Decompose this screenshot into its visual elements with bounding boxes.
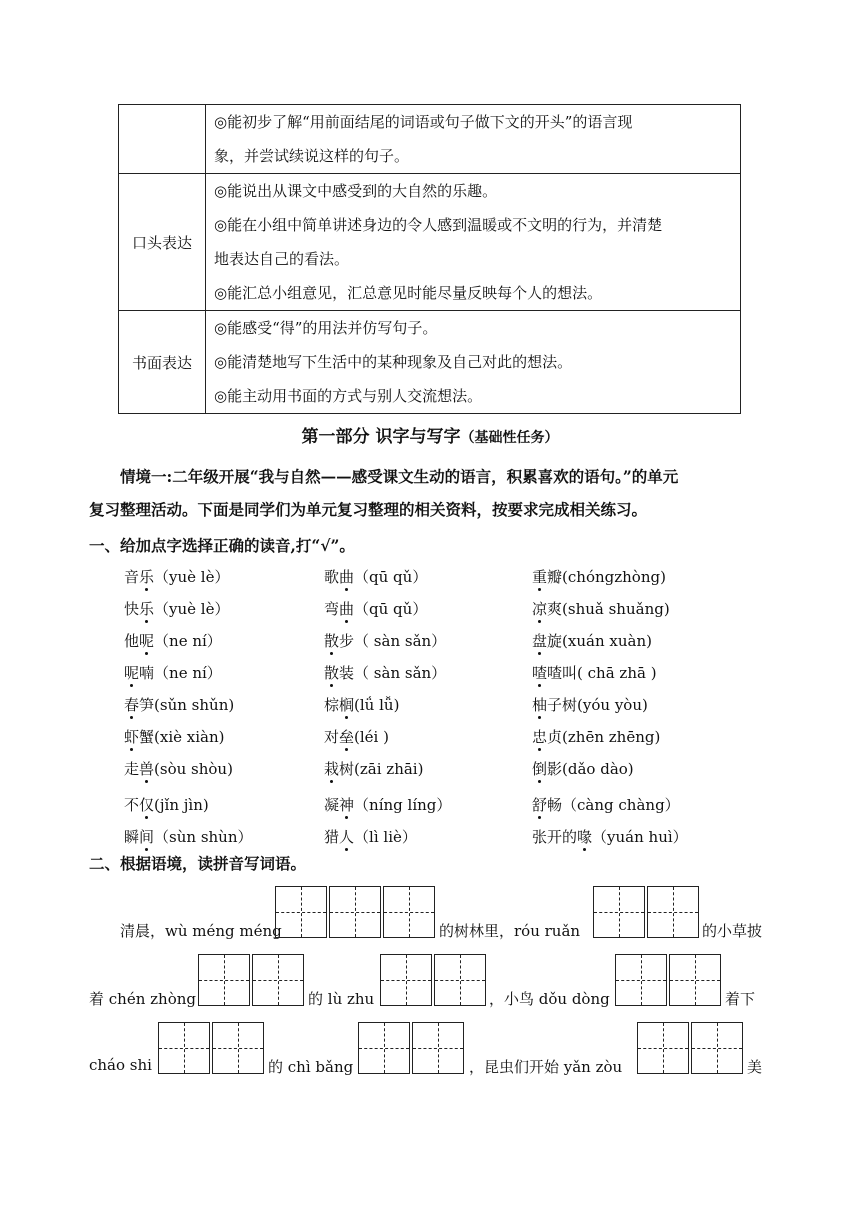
answer-boxes bbox=[275, 886, 437, 938]
writing-box[interactable] bbox=[434, 954, 486, 1006]
word-rest: 猎 bbox=[324, 828, 340, 846]
goal-line: 象，并尝试续说这样的句子。 bbox=[214, 147, 410, 165]
pinyin-options[interactable]: (jǐn jìn) bbox=[154, 796, 209, 814]
pinyin-choice-item bbox=[124, 662, 222, 683]
table-desc-cell bbox=[206, 105, 741, 174]
pinyin-options[interactable]: （ne ní） bbox=[154, 632, 222, 650]
pinyin-choice-item bbox=[124, 566, 230, 587]
writing-box[interactable] bbox=[158, 1022, 210, 1074]
pinyin-options[interactable]: （lì liè） bbox=[354, 828, 417, 846]
pinyin-options[interactable]: （qū qǔ） bbox=[354, 600, 428, 618]
writing-box[interactable] bbox=[637, 1022, 689, 1074]
answer-boxes bbox=[637, 1022, 745, 1074]
answer-boxes bbox=[615, 954, 723, 1006]
pinyin-options[interactable]: (zhēn zhēng) bbox=[562, 728, 661, 746]
answer-boxes bbox=[198, 954, 306, 1006]
dotted-character: 柚 bbox=[532, 696, 548, 714]
writing-box[interactable] bbox=[358, 1022, 410, 1074]
dotted-character: 呢 bbox=[139, 632, 155, 650]
pinyin-options[interactable]: （yuè lè） bbox=[154, 600, 230, 618]
table-desc-cell bbox=[206, 311, 741, 414]
pinyin-options[interactable]: (léi ) bbox=[354, 728, 389, 746]
dotted-character: 喙 bbox=[577, 828, 593, 846]
pinyin-options[interactable]: （ sàn sǎn） bbox=[354, 632, 447, 650]
pinyin-options[interactable]: (xiè xiàn) bbox=[154, 728, 225, 746]
passage-segment: 的 chì bǎng bbox=[268, 1058, 354, 1076]
table-row bbox=[119, 311, 741, 414]
dotted-character: 神 bbox=[339, 796, 355, 814]
pinyin-choice-item bbox=[324, 758, 423, 779]
table-category-cell: 书面表达 bbox=[119, 311, 206, 414]
writing-box[interactable] bbox=[412, 1022, 464, 1074]
answer-boxes bbox=[158, 1022, 266, 1074]
table-row bbox=[119, 105, 741, 174]
pinyin-choice-item bbox=[532, 826, 688, 847]
pinyin-options[interactable]: （yuè lè） bbox=[154, 568, 230, 586]
table-row bbox=[119, 174, 741, 311]
word-rest: 音 bbox=[124, 568, 140, 586]
goal-line: ◎能感受“得”的用法并仿写句子。 bbox=[214, 319, 438, 337]
pinyin-choice-item bbox=[324, 826, 417, 847]
table-category-cell bbox=[119, 105, 206, 174]
part-heading bbox=[0, 422, 860, 447]
question-1-title: 一、给加点字选择正确的读音,打“√”。 bbox=[89, 536, 355, 555]
writing-box[interactable] bbox=[252, 954, 304, 1006]
pinyin-options[interactable]: （yuán huì） bbox=[592, 828, 688, 846]
word-rest: 蟹 bbox=[139, 728, 155, 746]
dotted-character: 倒 bbox=[532, 760, 548, 778]
word-rest: 歌 bbox=[324, 568, 340, 586]
pinyin-options[interactable]: (lǘ lǚ) bbox=[354, 696, 400, 714]
word-rest: 走 bbox=[124, 760, 140, 778]
dotted-character: 舒 bbox=[532, 796, 548, 814]
word-rest: 贞 bbox=[547, 728, 563, 746]
writing-box[interactable] bbox=[212, 1022, 264, 1074]
pinyin-choice-item bbox=[324, 726, 389, 747]
dotted-character: 虾 bbox=[124, 728, 140, 746]
pinyin-choice-item bbox=[532, 566, 666, 587]
answer-boxes bbox=[380, 954, 488, 1006]
pinyin-options[interactable]: （sùn shùn） bbox=[154, 828, 253, 846]
passage-segment: 的 lù zhu bbox=[308, 990, 375, 1008]
pinyin-choice-item bbox=[324, 794, 451, 815]
context-line-2: 复习整理活动。下面是同学们为单元复习整理的相关资料，按要求完成相关练习。 bbox=[89, 500, 648, 519]
dotted-character: 人 bbox=[339, 828, 355, 846]
word-rest: 喃 bbox=[139, 664, 155, 682]
word-rest: 步 bbox=[339, 632, 355, 650]
passage-segment: 着下 bbox=[725, 990, 756, 1008]
passage-segment: ，小鸟 dǒu dòng bbox=[489, 990, 610, 1008]
part-heading-sub: （基础性任务） bbox=[460, 430, 559, 446]
pinyin-options[interactable]: （ sàn sǎn） bbox=[354, 664, 447, 682]
goal-line: ◎能说出从课文中感受到的大自然的乐趣。 bbox=[214, 182, 498, 200]
dotted-character: 散 bbox=[324, 632, 340, 650]
goal-line: ◎能汇总小组意见，汇总意见时能尽量反映每个人的想法。 bbox=[214, 284, 603, 302]
pinyin-options[interactable]: （níng líng） bbox=[354, 796, 452, 814]
dotted-character: 春 bbox=[124, 696, 140, 714]
pinyin-options[interactable]: （qū qǔ） bbox=[354, 568, 428, 586]
pinyin-options[interactable]: （càng chàng） bbox=[562, 796, 680, 814]
dotted-character: 兽 bbox=[139, 760, 155, 778]
pinyin-choice-item bbox=[124, 630, 222, 651]
goal-line: 地表达自己的看法。 bbox=[214, 250, 350, 268]
pinyin-options[interactable]: (dǎo dào) bbox=[562, 760, 634, 778]
word-rest: 他 bbox=[124, 632, 140, 650]
word-rest: 喳叫 bbox=[547, 664, 578, 682]
pinyin-choice-item bbox=[532, 598, 670, 619]
pinyin-choice-item bbox=[532, 794, 680, 815]
pinyin-options[interactable]: (sǔn shǔn) bbox=[154, 696, 235, 714]
dotted-character: 喳 bbox=[532, 664, 548, 682]
dotted-character: 呢 bbox=[124, 664, 140, 682]
question-2-title: 二、根据语境，读拼音写词语。 bbox=[89, 854, 307, 873]
dotted-character: 间 bbox=[139, 828, 155, 846]
answer-boxes bbox=[358, 1022, 466, 1074]
dotted-character: 曲 bbox=[339, 600, 355, 618]
pinyin-choice-item bbox=[532, 630, 652, 651]
dotted-character: 凉 bbox=[532, 600, 548, 618]
pinyin-choice-item bbox=[124, 758, 233, 779]
goal-line: ◎能在小组中简单讲述身边的令人感到温暖或不文明的行为，并清楚 bbox=[214, 216, 663, 234]
word-rest: 树 bbox=[339, 760, 355, 778]
pinyin-choice-item bbox=[324, 598, 427, 619]
word-rest: 对 bbox=[324, 728, 340, 746]
pinyin-choice-item bbox=[124, 794, 209, 815]
goals-table bbox=[118, 104, 741, 414]
pinyin-options[interactable]: (yóu yòu) bbox=[577, 696, 648, 714]
pinyin-choice-item bbox=[532, 758, 634, 779]
word-rest: 瓣 bbox=[547, 568, 563, 586]
dotted-character: 仅 bbox=[139, 796, 155, 814]
pinyin-options[interactable]: (shuǎ shuǎng) bbox=[562, 600, 670, 618]
pinyin-choice-item bbox=[124, 598, 230, 619]
pinyin-choice-item bbox=[324, 566, 427, 587]
writing-box[interactable] bbox=[669, 954, 721, 1006]
passage-segment: 美 bbox=[747, 1058, 763, 1076]
pinyin-choice-item bbox=[532, 694, 648, 715]
dotted-character: 盘 bbox=[532, 632, 548, 650]
goal-line: ◎能主动用书面的方式与别人交流想法。 bbox=[214, 387, 483, 405]
word-rest: 凝 bbox=[324, 796, 340, 814]
table-desc-cell bbox=[206, 174, 741, 311]
pinyin-options[interactable]: (chóngzhòng) bbox=[562, 568, 666, 586]
writing-box[interactable] bbox=[615, 954, 667, 1006]
word-prefix: 张开的 bbox=[532, 828, 578, 846]
pinyin-choice-item bbox=[324, 662, 446, 683]
word-rest: 棕 bbox=[324, 696, 340, 714]
word-rest: 弯 bbox=[324, 600, 340, 618]
writing-box[interactable] bbox=[380, 954, 432, 1006]
pinyin-options[interactable]: (sòu shòu) bbox=[154, 760, 233, 778]
word-rest: 子树 bbox=[547, 696, 578, 714]
word-rest: 装 bbox=[339, 664, 355, 682]
passage-segment: 的小草披 bbox=[702, 922, 763, 940]
pinyin-choice-item bbox=[324, 694, 399, 715]
pinyin-choice-item bbox=[532, 726, 660, 747]
writing-box[interactable] bbox=[198, 954, 250, 1006]
word-rest: 笋 bbox=[139, 696, 155, 714]
word-rest: 旋 bbox=[547, 632, 563, 650]
pinyin-choice-item bbox=[324, 630, 446, 651]
writing-box[interactable] bbox=[275, 886, 327, 938]
word-rest: 畅 bbox=[547, 796, 563, 814]
context-line-1: 情境一:二年级开展“我与自然——感受课文生动的语言，积累喜欢的语句。”的单元 bbox=[120, 467, 679, 486]
dotted-character: 乐 bbox=[139, 600, 155, 618]
passage-segment: 清晨，wù méng méng bbox=[120, 922, 282, 940]
pinyin-choice-item bbox=[532, 662, 657, 683]
pinyin-choice-item bbox=[124, 726, 225, 747]
part-heading-main: 第一部分 识字与写字 bbox=[301, 427, 461, 447]
passage-segment: cháo shi bbox=[89, 1056, 152, 1074]
answer-boxes bbox=[593, 886, 701, 938]
dotted-character: 垒 bbox=[339, 728, 355, 746]
dotted-character: 乐 bbox=[139, 568, 155, 586]
dotted-character: 散 bbox=[324, 664, 340, 682]
dotted-character: 重 bbox=[532, 568, 548, 586]
writing-box[interactable] bbox=[647, 886, 699, 938]
dotted-character: 栽 bbox=[324, 760, 340, 778]
writing-box[interactable] bbox=[691, 1022, 743, 1074]
goal-line: ◎能清楚地写下生活中的某种现象及自己对此的想法。 bbox=[214, 353, 573, 371]
pinyin-options[interactable]: （ne ní） bbox=[154, 664, 222, 682]
pinyin-options[interactable]: (zāi zhāi) bbox=[354, 760, 424, 778]
word-rest: 快 bbox=[124, 600, 140, 618]
dotted-character: 榈 bbox=[339, 696, 355, 714]
word-rest: 不 bbox=[124, 796, 140, 814]
pinyin-choice-item bbox=[124, 694, 234, 715]
pinyin-choice-item bbox=[124, 826, 253, 847]
writing-box[interactable] bbox=[593, 886, 645, 938]
goal-line: ◎能初步了解“用前面结尾的词语或句子做下文的开头”的语言现 bbox=[214, 113, 633, 131]
passage-segment: 的树林里，róu ruǎn bbox=[439, 922, 581, 940]
writing-box[interactable] bbox=[383, 886, 435, 938]
pinyin-options[interactable]: (xuán xuàn) bbox=[562, 632, 652, 650]
dotted-character: 忠 bbox=[532, 728, 548, 746]
word-rest: 爽 bbox=[547, 600, 563, 618]
word-rest: 瞬 bbox=[124, 828, 140, 846]
passage-segment: ，昆虫们开始 yǎn zòu bbox=[469, 1058, 623, 1076]
word-rest: 影 bbox=[547, 760, 563, 778]
writing-box[interactable] bbox=[329, 886, 381, 938]
pinyin-options[interactable]: ( chā zhā ) bbox=[577, 664, 657, 682]
dotted-character: 曲 bbox=[339, 568, 355, 586]
passage-segment: 着 chén zhòng bbox=[89, 990, 196, 1008]
table-category-cell: 口头表达 bbox=[119, 174, 206, 311]
